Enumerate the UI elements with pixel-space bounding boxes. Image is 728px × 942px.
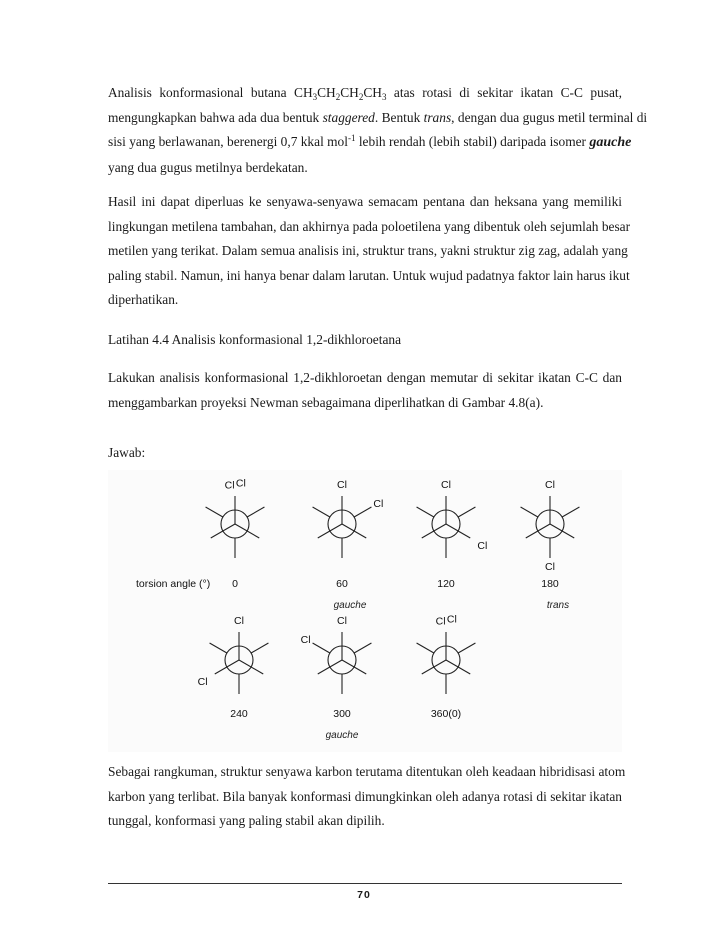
back-bond	[247, 507, 264, 517]
text-fragment: CH	[340, 85, 359, 100]
angle-label: 360(0)	[430, 708, 462, 720]
footer-rule	[108, 883, 622, 884]
text-fragment: CH	[363, 85, 382, 100]
back-bond	[313, 507, 330, 517]
text-line: lingkungan metilena tambahan, dan akhirnya pada poloetilena yang dibentuk oleh sejumlah besar	[108, 218, 631, 234]
exercise-title	[108, 328, 622, 353]
subscript: 3	[312, 92, 318, 102]
back-bond	[354, 507, 371, 517]
page-number: 70	[357, 889, 371, 901]
chlorine-label-front: Cl	[337, 615, 347, 627]
text-fragment: lebih rendah (lebih stabil) daripada isomer	[355, 134, 590, 149]
text-fragment: atas rotasi di sekitar ikatan C-C pusat,	[386, 85, 623, 100]
text-line: Latihan 4.4 Analisis konformasional 1,2-dikhloroetana	[108, 332, 402, 347]
text-line	[108, 106, 648, 131]
chlorine-label-back: Cl	[545, 561, 555, 573]
chlorine-label-front: Cl	[224, 479, 235, 492]
front-bond	[342, 524, 366, 538]
paragraph-extension	[108, 190, 631, 313]
chlorine-label-back: Cl	[300, 634, 311, 646]
text-fragment: sisi yang berlawanan, berenergi 0,7 kkal mol	[108, 134, 348, 149]
chlorine-label-front: Cl	[441, 479, 451, 491]
back-bond	[417, 507, 434, 517]
subscript: 2	[335, 92, 341, 102]
answer-label	[108, 441, 622, 466]
italic-term: trans	[423, 109, 452, 125]
subscript: 2	[358, 92, 364, 102]
superscript: -1	[347, 133, 356, 143]
paragraph-butane-analysis	[108, 81, 648, 180]
paragraph-exercise-instructions	[108, 366, 622, 415]
front-bond	[446, 524, 470, 538]
paragraph-summary	[108, 760, 626, 834]
text-fragment: CH	[317, 85, 336, 100]
chlorine-label-back: Cl	[373, 498, 384, 510]
conformer-name: trans	[546, 600, 570, 611]
front-bond	[239, 660, 263, 674]
text-line: Sebagai rangkuman, struktur senyawa karbon terutama ditentukan oleh keadaan hibridisasi atom	[108, 764, 626, 779]
newman-projections-svg	[108, 470, 622, 752]
back-bond	[562, 507, 579, 517]
newman-projections-figure	[108, 470, 622, 752]
text-fragment: . Bentuk	[374, 109, 424, 125]
back-bond	[458, 643, 475, 653]
angle-label: 300	[333, 708, 351, 720]
torsion-angle-label: torsion angle (°)	[136, 578, 211, 590]
text-line: yang dua gugus metilnya berdekatan.	[108, 159, 308, 175]
chlorine-label-back: Cl	[235, 477, 246, 490]
front-bond	[211, 524, 235, 538]
conformer-name: gauche	[325, 730, 359, 741]
angle-label: 60	[336, 578, 348, 590]
gauche-term: gauche	[589, 135, 632, 150]
front-bond	[422, 524, 446, 538]
angle-label: 0	[232, 578, 238, 590]
back-bond	[521, 507, 538, 517]
front-bond	[526, 524, 550, 538]
front-bond	[215, 660, 239, 674]
text-fragment: mengungkapkan bahwa ada dua bentuk	[108, 109, 323, 125]
front-bond	[318, 524, 342, 538]
back-bond	[251, 643, 268, 653]
conformer-name: gauche	[333, 600, 367, 611]
text-line: tunggal, konformasi yang paling stabil akan dipilih.	[108, 813, 385, 828]
back-bond	[417, 643, 434, 653]
back-bond	[354, 643, 371, 653]
text-line: karbon yang terlibat. Bila banyak konformasi dimungkinkan oleh adanya rotasi di sekitar ikatan	[108, 788, 622, 804]
chlorine-label-back: Cl	[446, 613, 457, 626]
chlorine-label-back: Cl	[197, 676, 208, 688]
front-bond	[318, 660, 342, 674]
front-bond	[446, 660, 470, 674]
text-fragment: , dengan dua gugus metil terminal di	[451, 109, 648, 125]
italic-term: staggered	[322, 109, 375, 125]
front-bond	[550, 524, 574, 538]
front-bond	[235, 524, 259, 538]
chlorine-label-front: Cl	[545, 479, 555, 491]
text-line	[108, 130, 632, 156]
text-line: paling stabil. Namun, ini hanya benar dalam larutan. Untuk wujud padatnya faktor lain harus ikut	[108, 267, 630, 283]
back-bond	[210, 643, 227, 653]
back-bond	[458, 507, 475, 517]
subscript: 3	[381, 92, 387, 102]
chlorine-label-front: Cl	[234, 615, 244, 627]
front-bond	[422, 660, 446, 674]
angle-label: 240	[230, 708, 248, 720]
text-fragment: Analisis konformasional butana CH	[108, 85, 313, 100]
chlorine-label-back: Cl	[477, 540, 488, 552]
front-bond	[342, 660, 366, 674]
angle-label: 180	[541, 578, 559, 590]
text-line: diperhatikan.	[108, 292, 179, 307]
text-line: Lakukan analisis konformasional 1,2-dikhloroetan dengan memutar di sekitar ikatan C-C dan	[108, 370, 622, 385]
back-bond	[313, 643, 330, 653]
text-line: Jawab:	[108, 445, 146, 460]
chlorine-label-front: Cl	[435, 615, 446, 628]
back-bond	[206, 507, 223, 517]
text-line: metilen yang terikat. Dalam semua analisis ini, struktur trans, yakni struktur zig zag, adalah yang	[108, 243, 628, 258]
text-line: Hasil ini dapat diperluas ke senyawa-senyawa semacam pentana dan heksana yang memiliki	[108, 194, 622, 209]
text-line	[108, 81, 622, 106]
angle-label: 120	[437, 578, 455, 590]
chlorine-label-front: Cl	[337, 479, 347, 491]
text-line: menggambarkan proyeksi Newman sebagaimana diperlihatkan di Gambar 4.8(a).	[108, 394, 544, 410]
